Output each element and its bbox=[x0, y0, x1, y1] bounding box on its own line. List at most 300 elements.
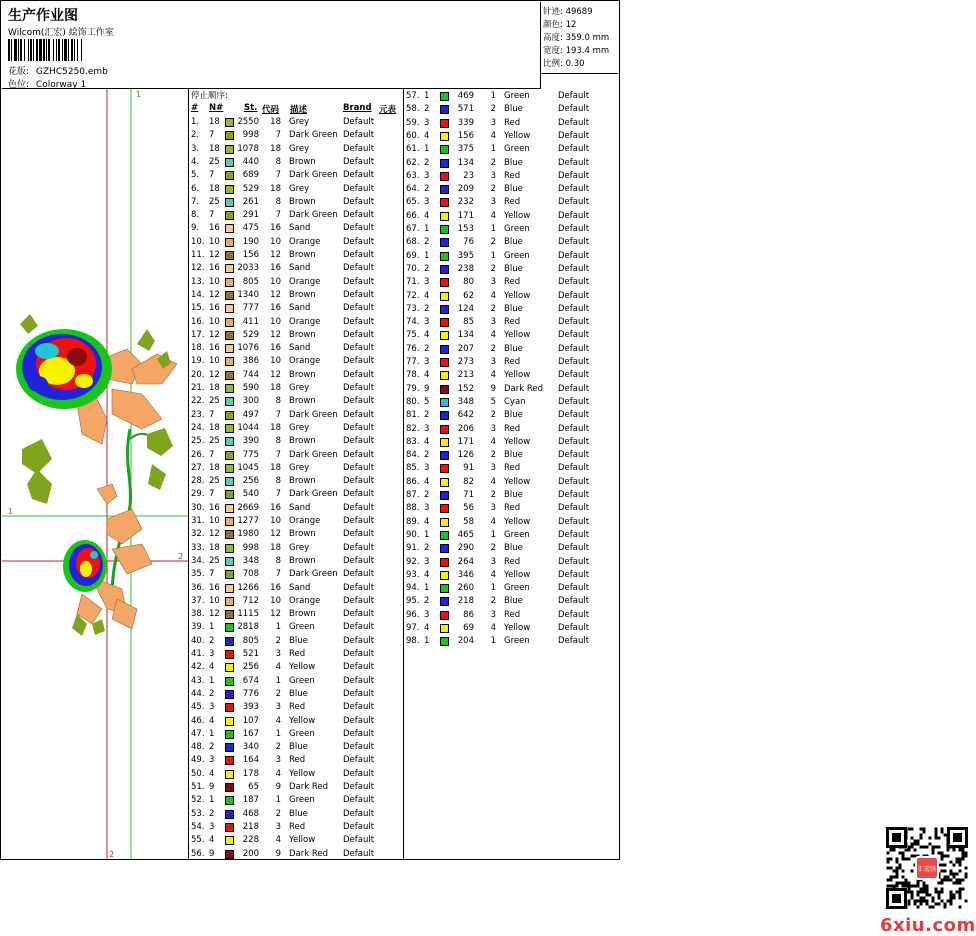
row-number: 3. bbox=[191, 143, 200, 154]
row-desc: Red bbox=[504, 463, 521, 474]
row-number: 57. bbox=[406, 91, 420, 101]
row-stitches: 1340 bbox=[237, 289, 259, 300]
row-code: 2 bbox=[490, 343, 496, 354]
row-brand: Default bbox=[558, 583, 590, 594]
row-code: 1 bbox=[275, 795, 281, 806]
row-desc: Brown bbox=[289, 555, 316, 566]
row-needle: 1 bbox=[209, 622, 215, 633]
row-code: 3 bbox=[490, 556, 496, 567]
stop-row bbox=[404, 449, 618, 462]
row-code: 3 bbox=[490, 357, 496, 367]
stop-row bbox=[404, 316, 618, 329]
row-brand: Default bbox=[343, 356, 375, 367]
row-brand: Default bbox=[343, 529, 375, 540]
row-stitches: 497 bbox=[242, 409, 259, 420]
row-number: 39. bbox=[191, 622, 205, 633]
row-needle: 4 bbox=[424, 436, 430, 447]
row-stitches: 204 bbox=[457, 636, 474, 647]
stop-row bbox=[189, 222, 403, 235]
row-desc: Red bbox=[504, 317, 521, 328]
row-number: 10. bbox=[191, 236, 205, 247]
row-needle: 1 bbox=[424, 583, 430, 594]
row-brand: Default bbox=[343, 848, 375, 859]
row-brand: Default bbox=[558, 343, 590, 354]
row-brand: Default bbox=[558, 529, 590, 540]
row-needle: 10 bbox=[209, 595, 220, 606]
stop-row bbox=[189, 488, 403, 501]
row-brand: Default bbox=[558, 170, 590, 181]
stop-row bbox=[189, 808, 403, 821]
row-brand: Default bbox=[558, 330, 590, 341]
row-needle: 2 bbox=[424, 543, 430, 554]
stat-scale: 比例: 0.30 bbox=[543, 59, 585, 69]
row-number: 94. bbox=[406, 583, 420, 594]
stop-row bbox=[404, 170, 618, 183]
row-number: 44. bbox=[191, 688, 205, 699]
row-desc: Yellow bbox=[504, 623, 531, 633]
row-needle: 9 bbox=[209, 848, 215, 859]
row-stitches: 571 bbox=[457, 104, 474, 115]
row-desc: Orange bbox=[289, 516, 321, 526]
row-brand: Default bbox=[343, 821, 375, 832]
row-code: 7 bbox=[275, 210, 281, 221]
row-desc: Grey bbox=[289, 422, 310, 433]
row-code: 4 bbox=[490, 623, 496, 633]
row-number: 91. bbox=[406, 543, 420, 554]
row-brand: Default bbox=[558, 224, 590, 234]
stop-row bbox=[404, 595, 618, 608]
row-code: 8 bbox=[275, 555, 281, 566]
row-number: 30. bbox=[191, 502, 205, 513]
stop-row bbox=[404, 130, 618, 143]
row-code: 3 bbox=[490, 117, 496, 128]
row-stitches: 590 bbox=[242, 383, 259, 393]
row-desc: Orange bbox=[289, 356, 321, 367]
stop-row bbox=[189, 169, 403, 182]
row-stitches: 712 bbox=[242, 595, 259, 606]
row-desc: Blue bbox=[504, 343, 523, 354]
row-code: 7 bbox=[275, 170, 281, 181]
row-desc: Brown bbox=[289, 196, 316, 207]
row-number: 70. bbox=[406, 263, 420, 274]
row-desc: Sand bbox=[289, 263, 311, 274]
stop-row bbox=[189, 848, 403, 861]
row-desc: Brown bbox=[289, 396, 316, 407]
row-stitches: 339 bbox=[457, 117, 474, 128]
row-needle: 25 bbox=[209, 555, 220, 566]
row-number: 33. bbox=[191, 542, 205, 553]
row-brand: Default bbox=[343, 476, 375, 487]
row-brand: Default bbox=[343, 143, 375, 154]
row-number: 71. bbox=[406, 277, 420, 288]
row-stitches: 346 bbox=[457, 569, 474, 580]
row-stitches: 290 bbox=[457, 543, 474, 554]
row-code: 10 bbox=[270, 516, 281, 526]
row-stitches: 1044 bbox=[237, 422, 259, 433]
row-stitches: 529 bbox=[242, 329, 259, 340]
row-stitches: 777 bbox=[242, 303, 259, 314]
row-code: 2 bbox=[490, 490, 496, 500]
file-name: GZHC5250.emb bbox=[35, 67, 108, 77]
row-brand: Default bbox=[343, 223, 375, 234]
stop-row bbox=[189, 794, 403, 807]
row-desc: Cyan bbox=[504, 396, 526, 407]
row-needle: 1 bbox=[424, 91, 430, 101]
row-needle: 25 bbox=[209, 196, 220, 207]
row-code: 4 bbox=[275, 835, 281, 846]
row-needle: 1 bbox=[424, 250, 430, 261]
row-code: 18 bbox=[270, 542, 281, 553]
row-desc: Brown bbox=[289, 436, 316, 447]
row-code: 3 bbox=[275, 821, 281, 832]
row-stitches: 124 bbox=[457, 303, 474, 314]
row-number: 83. bbox=[406, 436, 420, 447]
row-needle: 2 bbox=[424, 343, 430, 354]
row-number: 84. bbox=[406, 450, 420, 461]
stop-row bbox=[404, 396, 618, 409]
row-code: 18 bbox=[270, 117, 281, 127]
row-needle: 12 bbox=[209, 369, 220, 380]
row-brand: Default bbox=[343, 210, 375, 221]
row-number: 37. bbox=[191, 595, 205, 606]
row-desc: Dark Green bbox=[289, 449, 338, 460]
row-number: 58. bbox=[406, 104, 420, 115]
row-needle: 3 bbox=[424, 117, 430, 128]
row-code: 18 bbox=[270, 462, 281, 473]
row-stitches: 126 bbox=[457, 450, 474, 461]
stop-row bbox=[189, 754, 403, 767]
stop-row bbox=[189, 409, 403, 422]
row-stitches: 153 bbox=[457, 224, 474, 234]
row-desc: Blue bbox=[289, 808, 308, 819]
stop-row bbox=[404, 90, 618, 103]
embroidery-design-image bbox=[2, 89, 188, 859]
row-brand: Default bbox=[343, 289, 375, 300]
row-number: 78. bbox=[406, 370, 420, 381]
row-stitches: 171 bbox=[457, 436, 474, 447]
row-brand: Default bbox=[558, 490, 590, 500]
row-number: 47. bbox=[191, 728, 205, 739]
row-needle: 2 bbox=[424, 237, 430, 248]
row-stitches: 521 bbox=[242, 649, 259, 659]
row-desc: Yellow bbox=[504, 516, 531, 527]
row-needle: 1 bbox=[424, 529, 430, 540]
row-desc: Red bbox=[289, 755, 306, 766]
row-desc: Blue bbox=[504, 543, 523, 554]
stop-row bbox=[404, 329, 618, 342]
row-code: 10 bbox=[270, 356, 281, 367]
row-brand: Default bbox=[343, 170, 375, 181]
row-desc: Red bbox=[504, 277, 521, 288]
row-needle: 10 bbox=[209, 236, 220, 247]
row-desc: Orange bbox=[289, 236, 321, 247]
stop-row bbox=[189, 568, 403, 581]
row-stitches: 164 bbox=[242, 755, 259, 766]
row-desc: Red bbox=[289, 649, 306, 659]
row-stitches: 58 bbox=[463, 516, 474, 527]
row-brand: Default bbox=[558, 636, 590, 647]
row-number: 55. bbox=[191, 835, 205, 846]
row-needle: 4 bbox=[424, 290, 430, 301]
row-code: 3 bbox=[490, 609, 496, 620]
row-code: 2 bbox=[490, 450, 496, 461]
row-brand: Default bbox=[558, 197, 590, 208]
row-code: 9 bbox=[490, 383, 496, 394]
stop-row bbox=[189, 236, 403, 249]
stop-row bbox=[189, 342, 403, 355]
row-stitches: 775 bbox=[242, 449, 259, 460]
site-watermark: 6xiu.com bbox=[880, 915, 976, 936]
stop-row bbox=[189, 116, 403, 129]
row-brand: Default bbox=[343, 715, 375, 726]
row-number: 38. bbox=[191, 609, 205, 620]
row-stitches: 206 bbox=[457, 423, 474, 434]
row-needle: 10 bbox=[209, 356, 220, 367]
row-brand: Default bbox=[558, 144, 590, 155]
row-number: 72. bbox=[406, 290, 420, 301]
stop-row bbox=[189, 422, 403, 435]
row-code: 3 bbox=[490, 423, 496, 434]
row-desc: Dark Green bbox=[289, 489, 338, 500]
row-desc: Yellow bbox=[504, 476, 531, 487]
row-desc: Brown bbox=[289, 156, 316, 167]
row-desc: Brown bbox=[289, 250, 316, 260]
row-brand: Default bbox=[558, 396, 590, 407]
row-number: 34. bbox=[191, 555, 205, 566]
row-number: 8. bbox=[191, 210, 200, 221]
row-code: 2 bbox=[490, 157, 496, 168]
row-brand: Default bbox=[558, 184, 590, 195]
row-number: 41. bbox=[191, 649, 205, 659]
row-stitches: 218 bbox=[242, 821, 259, 832]
row-needle: 18 bbox=[209, 117, 220, 127]
row-stitches: 805 bbox=[242, 635, 259, 646]
row-desc: Blue bbox=[504, 104, 523, 115]
row-brand: Default bbox=[558, 436, 590, 447]
row-stitches: 190 bbox=[242, 236, 259, 247]
stop-row bbox=[189, 276, 403, 289]
row-number: 64. bbox=[406, 184, 420, 195]
row-code: 16 bbox=[270, 303, 281, 314]
row-needle: 2 bbox=[424, 450, 430, 461]
row-brand: Default bbox=[343, 795, 375, 806]
row-code: 2 bbox=[490, 104, 496, 115]
row-needle: 1 bbox=[209, 728, 215, 739]
stop-row bbox=[404, 436, 618, 449]
row-number: 62. bbox=[406, 157, 420, 168]
row-number: 66. bbox=[406, 210, 420, 221]
col-header-desc: 描述 bbox=[290, 105, 308, 115]
row-code: 3 bbox=[490, 463, 496, 474]
row-needle: 4 bbox=[424, 569, 430, 580]
file-line bbox=[8, 64, 108, 77]
stop-row bbox=[189, 435, 403, 448]
row-brand: Default bbox=[343, 462, 375, 473]
row-needle: 12 bbox=[209, 250, 220, 260]
row-brand: Default bbox=[343, 675, 375, 686]
row-stitches: 805 bbox=[242, 276, 259, 287]
row-code: 3 bbox=[490, 170, 496, 181]
stop-row bbox=[189, 502, 403, 515]
row-stitches: 62 bbox=[463, 290, 474, 301]
stop-row bbox=[189, 143, 403, 156]
row-number: 59. bbox=[406, 117, 420, 128]
row-stitches: 468 bbox=[242, 808, 259, 819]
row-stitches: 156 bbox=[242, 250, 259, 260]
row-brand: Default bbox=[343, 835, 375, 846]
row-needle: 9 bbox=[424, 383, 430, 394]
row-stitches: 218 bbox=[457, 596, 474, 607]
row-code: 2 bbox=[490, 596, 496, 607]
row-desc: Green bbox=[504, 529, 530, 540]
row-stitches: 1266 bbox=[237, 582, 259, 593]
row-code: 1 bbox=[275, 728, 281, 739]
row-brand: Default bbox=[343, 742, 375, 753]
row-brand: Default bbox=[558, 569, 590, 580]
row-number: 73. bbox=[406, 303, 420, 314]
row-number: 1. bbox=[191, 117, 200, 127]
row-stitches: 2033 bbox=[237, 263, 259, 274]
row-needle: 3 bbox=[424, 423, 430, 434]
row-stitches: 440 bbox=[242, 156, 259, 167]
row-number: 77. bbox=[406, 357, 420, 367]
row-brand: Default bbox=[343, 569, 375, 580]
stop-list-title: 停止顺序: bbox=[191, 91, 228, 101]
row-code: 2 bbox=[490, 263, 496, 274]
row-stitches: 187 bbox=[242, 795, 259, 806]
row-brand: Default bbox=[343, 130, 375, 141]
row-brand: Default bbox=[343, 808, 375, 819]
row-code: 9 bbox=[275, 782, 281, 792]
row-desc: Blue bbox=[504, 410, 523, 421]
stop-row bbox=[189, 595, 403, 608]
row-needle: 4 bbox=[424, 516, 430, 527]
row-stitches: 167 bbox=[242, 728, 259, 739]
row-code: 12 bbox=[270, 250, 281, 260]
row-desc: Red bbox=[504, 170, 521, 181]
row-stitches: 1115 bbox=[237, 609, 259, 620]
row-needle: 4 bbox=[424, 476, 430, 487]
row-number: 2. bbox=[191, 130, 200, 141]
row-number: 45. bbox=[191, 702, 205, 713]
row-code: 2 bbox=[275, 742, 281, 753]
stop-row bbox=[189, 196, 403, 209]
row-brand: Default bbox=[558, 609, 590, 620]
row-needle: 4 bbox=[209, 715, 215, 726]
row-stitches: 674 bbox=[242, 675, 259, 686]
row-number: 76. bbox=[406, 343, 420, 354]
row-number: 5. bbox=[191, 170, 200, 181]
stop-row bbox=[404, 582, 618, 595]
stop-row bbox=[404, 409, 618, 422]
row-code: 3 bbox=[490, 503, 496, 514]
header-panel bbox=[2, 2, 541, 89]
row-brand: Default bbox=[558, 237, 590, 248]
row-desc: Sand bbox=[289, 303, 311, 314]
row-code: 2 bbox=[275, 688, 281, 699]
row-number: 26. bbox=[191, 449, 205, 460]
row-code: 4 bbox=[275, 768, 281, 779]
row-needle: 16 bbox=[209, 303, 220, 314]
row-brand: Default bbox=[558, 410, 590, 421]
row-needle: 10 bbox=[209, 316, 220, 327]
row-needle: 7 bbox=[209, 210, 215, 221]
row-needle: 2 bbox=[424, 157, 430, 168]
stop-row bbox=[189, 528, 403, 541]
guide-marker-h1: 1 bbox=[8, 507, 14, 516]
row-code: 8 bbox=[275, 156, 281, 167]
row-code: 4 bbox=[490, 476, 496, 487]
row-code: 4 bbox=[490, 330, 496, 341]
row-number: 96. bbox=[406, 609, 420, 620]
row-needle: 2 bbox=[424, 184, 430, 195]
row-stitches: 264 bbox=[457, 556, 474, 567]
row-code: 1 bbox=[490, 636, 496, 647]
stop-row bbox=[189, 289, 403, 302]
row-stitches: 260 bbox=[457, 583, 474, 594]
stop-row bbox=[404, 276, 618, 289]
col-header-num: # bbox=[191, 103, 199, 113]
row-needle: 2 bbox=[424, 596, 430, 607]
row-needle: 25 bbox=[209, 156, 220, 167]
row-needle: 2 bbox=[424, 303, 430, 314]
row-brand: Default bbox=[558, 543, 590, 554]
row-brand: Default bbox=[343, 236, 375, 247]
row-stitches: 2550 bbox=[237, 117, 259, 127]
row-needle: 4 bbox=[424, 370, 430, 381]
row-number: 36. bbox=[191, 582, 205, 593]
stop-row bbox=[404, 529, 618, 542]
row-stitches: 291 bbox=[242, 210, 259, 221]
row-desc: Green bbox=[289, 675, 315, 686]
row-code: 4 bbox=[490, 290, 496, 301]
row-brand: Default bbox=[343, 516, 375, 526]
row-brand: Default bbox=[343, 316, 375, 327]
row-desc: Sand bbox=[289, 343, 311, 354]
stop-row bbox=[404, 489, 618, 502]
row-number: 92. bbox=[406, 556, 420, 567]
stop-row bbox=[189, 728, 403, 741]
row-needle: 7 bbox=[209, 409, 215, 420]
row-code: 18 bbox=[270, 383, 281, 393]
row-number: 69. bbox=[406, 250, 420, 261]
stop-row bbox=[404, 356, 618, 369]
row-brand: Default bbox=[558, 130, 590, 141]
row-stitches: 689 bbox=[242, 170, 259, 181]
row-desc: Red bbox=[504, 609, 521, 620]
row-desc: Brown bbox=[289, 529, 316, 540]
row-number: 50. bbox=[191, 768, 205, 779]
row-number: 35. bbox=[191, 569, 205, 580]
row-desc: Blue bbox=[504, 596, 523, 607]
row-brand: Default bbox=[558, 250, 590, 261]
row-stitches: 465 bbox=[457, 529, 474, 540]
row-desc: Green bbox=[504, 583, 530, 594]
row-needle: 7 bbox=[209, 569, 215, 580]
row-code: 4 bbox=[490, 210, 496, 221]
row-stitches: 1045 bbox=[237, 462, 259, 473]
row-code: 12 bbox=[270, 529, 281, 540]
row-code: 2 bbox=[275, 808, 281, 819]
row-code: 2 bbox=[490, 237, 496, 248]
stop-row bbox=[404, 183, 618, 196]
row-stitches: 475 bbox=[242, 223, 259, 234]
stop-row bbox=[189, 542, 403, 555]
stats-panel bbox=[541, 2, 618, 74]
stop-row bbox=[189, 209, 403, 222]
row-code: 16 bbox=[270, 223, 281, 234]
row-needle: 25 bbox=[209, 396, 220, 407]
